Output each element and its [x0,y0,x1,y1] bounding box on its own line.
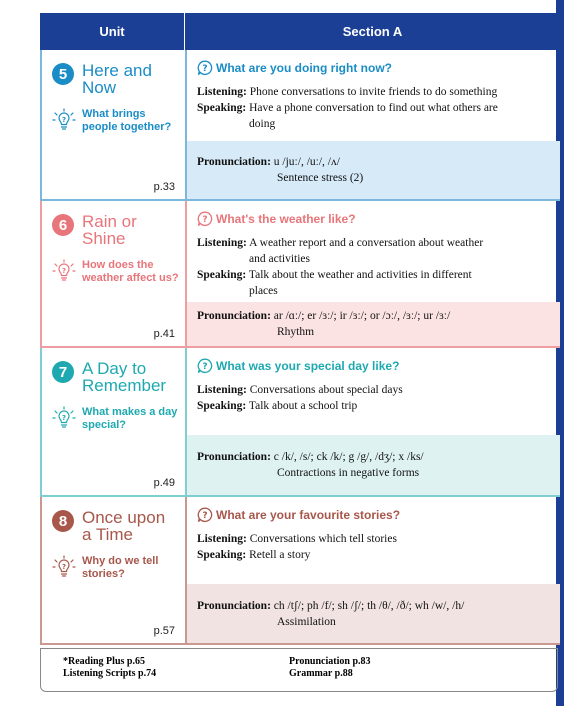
unit-row [40,497,560,645]
unit-title: Once upon a Time [82,508,166,544]
pronunciation-label: Pronunciation: [197,451,271,463]
pronunciation-line [197,449,552,465]
unit-heading [52,62,179,96]
speech-bubble-question-icon [197,358,213,374]
pronunciation-line [197,598,552,614]
footer-references [40,648,558,692]
pronunciation-label: Pronunciation: [197,599,271,612]
contents-table [40,13,560,645]
big-question [52,555,179,581]
unit-rows [40,50,560,645]
speaking-line-continued: places [249,285,278,297]
speech-bubble-question-icon [197,507,213,523]
speaking-label: Speaking: [197,102,247,114]
header-unit: Unit [40,13,185,50]
section-a-cell [187,201,560,346]
unit-number-badge: 8 [52,510,74,532]
svg-text:?: ? [61,267,67,275]
listening-label: Listening: [197,384,247,396]
listening-line [197,531,552,547]
speaking-label: Speaking: [197,400,247,412]
speaking-label: Speaking: [197,549,247,561]
listening-text: Conversations which tell stories [249,533,397,545]
unit-number-badge: 7 [52,361,74,383]
unit-heading [52,509,179,543]
speaking-line [197,267,552,283]
speaking-line [197,100,552,116]
listening-label: Listening: [197,237,247,249]
footer-grammar: Grammar p.88 [289,668,353,679]
speech-bubble-question-icon [197,60,213,76]
svg-text:?: ? [61,116,67,124]
big-question [52,406,179,432]
svg-text:?: ? [202,511,208,522]
pronunciation-label: Pronunciation: [197,156,271,168]
listening-line [197,235,552,251]
unit-cell [42,497,187,643]
pronunciation-feature: Sentence stress (2) [277,172,364,184]
unit-heading [52,213,179,247]
pronunciation-feature: Contractions in negative forms [277,467,420,479]
unit-page-number: p.57 [153,625,175,637]
pronunciation-feature: Assimilation [277,615,336,628]
footer-listening-scripts: Listening Scripts p.74 [63,668,157,679]
section-a-cell [187,50,560,199]
speaking-text: Talk about a school trip [248,400,358,412]
speaking-line [197,547,552,563]
unit-question: How does the weather affect us? [82,259,179,284]
pronunciation-sounds: ch /tʃ/; ph /f/; sh /ʃ/; th /θ/, /ð/; wh /w/, /h/ [273,599,465,612]
unit-cell [42,348,187,495]
pronunciation-sounds: u /juː/, /uː/, /ʌ/ [273,156,340,168]
footer-left [63,656,156,680]
footer-pronunciation: Pronunciation p.83 [289,656,371,667]
section-title [197,507,552,523]
unit-page-number: p.41 [153,328,175,340]
big-question [52,108,179,134]
pronunciation-feature: Rhythm [277,326,315,338]
unit-page-number: p.33 [153,181,175,193]
pronunciation-line [197,154,552,170]
unit-title: A Day to Remember [82,359,167,395]
listening-label: Listening: [197,533,247,545]
unit-number-badge: 5 [52,63,74,85]
pronunciation-panel [187,302,560,346]
section-title [197,60,552,76]
unit-question: What brings people together? [82,108,172,133]
unit-cell [42,50,187,199]
section-title [197,211,552,227]
unit-question: Why do we tell stories? [82,555,159,580]
section-title-text: What was your special day like? [216,359,400,373]
pronunciation-sounds: c /k/, /s/; ck /k/; g /g/, /dʒ/; x /ks/ [273,451,424,463]
lightbulb-icon [52,555,76,579]
unit-row [40,348,560,497]
speech-bubble-question-icon [197,211,213,227]
section-a-content [187,50,560,141]
unit-title: Rain or Shine [82,212,137,248]
pronunciation-panel [187,584,560,643]
listening-line-continued: and activities [249,253,310,265]
speaking-text: Talk about the weather and activities in different [248,269,472,281]
unit-row [40,50,560,201]
footer-reading-plus: *Reading Plus p.65 [63,656,145,667]
pronunciation-sounds: ar /ɑː/; er /ɜː/; ir /ɜː/; or /ɔː/, /ɜː/; ur /ɜː/ [273,310,451,322]
unit-heading [52,360,179,394]
section-title [197,358,552,374]
unit-page-number: p.49 [153,477,175,489]
speaking-line [197,398,552,414]
listening-line [197,382,552,398]
speaking-text: Have a phone conversation to find out what others are [249,102,498,114]
big-question [52,259,179,285]
section-title-text: What are you doing right now? [216,61,392,75]
svg-text:?: ? [61,563,67,571]
listening-text: Conversations about special days [249,384,403,396]
lightbulb-icon [52,259,76,283]
section-a-content [187,348,560,435]
pronunciation-panel [187,141,560,199]
header-section-a: Section A [342,24,403,39]
listening-text: Phone conversations to invite friends to do something [249,86,498,98]
pronunciation-line [197,308,552,324]
unit-question: What makes a day special? [82,406,178,431]
section-title-text: What are your favourite stories? [216,508,401,522]
listening-label: Listening: [197,86,247,98]
section-a-cell [187,497,560,643]
speaking-line-continued: doing [249,118,276,130]
section-a-cell [187,348,560,495]
listening-line [197,84,552,100]
unit-cell [42,201,187,346]
section-title-text: What's the weather like? [216,212,356,226]
lightbulb-icon [52,108,76,132]
unit-row [40,201,560,348]
unit-number-badge: 6 [52,214,74,236]
pronunciation-label: Pronunciation: [197,310,271,322]
table-header [40,13,560,50]
footer-right [289,656,371,680]
svg-text:?: ? [61,414,67,422]
speaking-label: Speaking: [197,269,247,281]
listening-text: A weather report and a conversation about weather [249,237,484,249]
section-a-content [187,201,560,302]
svg-text:?: ? [202,64,208,75]
speaking-text: Retell a story [249,549,311,561]
lightbulb-icon [52,406,76,430]
section-a-content [187,497,560,584]
pronunciation-panel [187,435,560,495]
unit-title: Here and Now [82,61,152,97]
svg-text:?: ? [202,362,208,373]
svg-text:?: ? [202,215,208,226]
